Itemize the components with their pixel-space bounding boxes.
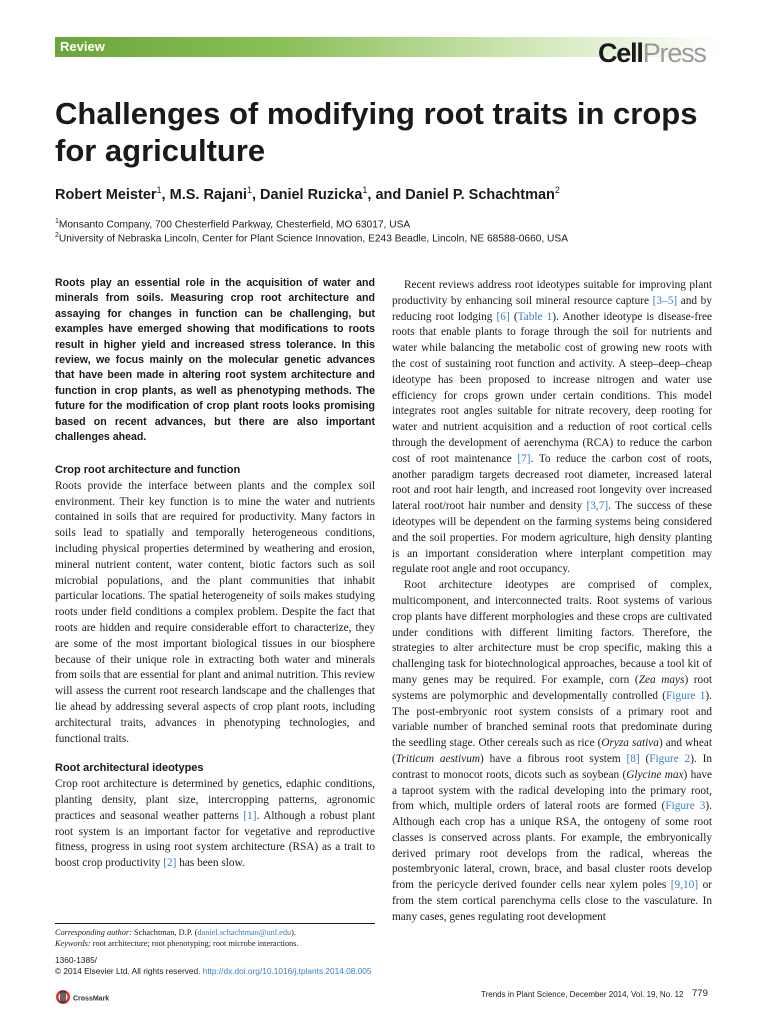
author-name: Daniel Ruzicka [260, 186, 363, 203]
paragraph: Recent reviews address root ideotypes suitable for improving plant productivity by enhancing soil mineral resource capture [3–5] and by reducing root lodging [6] (Table 1). Another ideotype is disease-free roots that enable plants to forage through the soil for nutrients and water while balancing the metabolic cost of growing new roots with the cost of sustaining root function and activity. A steep–deep–cheap ideotype has been proposed to increase nitrogen and water use efficiency for crops grown under certain conditions. This model integrates root angles suitable for nitrate recovery, deep rooting for water and nutrient acquisition and a reduction of root cortical cells through the development of aerenchyma (RCA) to reduce the carbon cost of root maintenance [7]. To reduce the carbon cost of roots, another paradigm targets decreased root diameter, increased lateral root and root hair length, and increased root longevity over increased lateral root/root hair number and density [3,7]. The success of these ideotypes will be dependent on the farming systems being considered and the soil properties. For modern agriculture, high density planting is an important consideration where interplant competition may regulate root angle and root occupancy. [392, 279, 712, 576]
abstract: Roots play an essential role in the acquisition of water and minerals from soils. Measuring crop root architecture and assaying for changes in function can be challenging, but examples have emerged showing that modifications to roots result in higher yield and increased stress tolerance. In this review, we focus mainly on the molecular genetic advances that have been made in altering root system architecture and function in crop plants, as well as phenotyping methods. The future for the modification of crop plant roots looks promising based on recent advances, but there are also important challenges ahead. [55, 277, 375, 444]
corresponding-author: Corresponding author: Schachtman, D.P. (daniel.schachtman@unl.edu). [55, 928, 297, 937]
page-number: 779 [692, 988, 708, 999]
doi-link[interactable]: http://dx.doi.org/10.1016/j.tplants.2014.08.005 [202, 966, 372, 976]
author-name: Robert Meister [55, 186, 157, 203]
section-heading: Crop root architecture and function [55, 464, 241, 476]
citation-link[interactable]: [2] [163, 857, 177, 870]
citation-link[interactable]: [8] [626, 752, 640, 765]
cellpress-logo: CellPress [598, 38, 706, 68]
paragraph: Crop root architecture is determined by genetics, edaphic conditions, planting density, plant size, intercropping patterns, agronomic practices and seasonal weather patterns [1]. Although a robust plant root system is an important factor for vegetative and reproductive fitness, progress in using root system architecture (RSA) as a trait to boost crop productivity [2] has been slow. [55, 778, 375, 870]
article-title: Challenges of modifying root traits in crops for agriculture [55, 96, 698, 168]
author-name: M.S. Rajani [169, 186, 247, 203]
citation-link[interactable]: [1] [243, 809, 257, 822]
citation-link[interactable]: [9,10] [670, 879, 699, 892]
affiliation: $^1$Monsanto Company, 700 Chesterfield Parkway, Chesterfield, MO 63017, USA [55, 218, 411, 231]
keywords: Keywords: root architecture; root phenotyping; root microbe interactions. [55, 939, 299, 948]
issn: 1360-1385/ [55, 955, 97, 965]
right-column-body [392, 278, 712, 926]
journal-citation: Trends in Plant Science, December 2014, Vol. 19, No. 12 [481, 990, 684, 999]
crossmark-icon [55, 988, 115, 1006]
left-column-body [55, 463, 375, 872]
affiliation: $^2$University of Nebraska Lincoln, Center for Plant Science Innovation, E243 Beadle, Lincoln, NE 68588-0660, USA [55, 232, 569, 245]
table-link[interactable]: Table 1 [517, 310, 553, 323]
figure-link[interactable]: Figure 1 [666, 689, 706, 702]
citation-link[interactable]: [6] [496, 310, 510, 323]
svg-text:CrossMark: CrossMark [73, 995, 110, 1003]
author-name: Daniel P. Schachtman [405, 186, 555, 203]
copyright: © 2014 Elsevier Ltd. All rights reserved. http://dx.doi.org/10.1016/j.tplants.2014.08.005 [55, 966, 372, 976]
paragraph: Root architecture ideotypes are comprised of complex, multicomponent, and interconnected traits. Root systems of various crop plants have different morphologies and these crops are cultivated under conditions with different limiting factors. Therefore, the strategies to alter architecture must be crop specific, making this a challenging task for biotechnological approaches, because a tool kit of many genes may be required. For example, corn (Zea mays) root systems are polymorphic and developmentally controlled (Figure 1). The post-embryonic root system consists of a primary root and variable number of branched seminal roots that predominate during the seedling stage. Other cereals such as rice (Oryza sativa) and wheat (Triticum aestivum) have a fibrous root system [8] (Figure 2). In contrast to monocot roots, dicots such as soybean (Glycine max) have a taproot system with the radical developing into the primary root, from which, multiple orders of lateral roots are formed (Figure 3). Although each crop has a unique RSA, the ontogeny of some root classes is conserved across plants. For example, the embryonically derived primary root develops from the radical, whereas the postembryonic lateral, crown, brace, and basal cluster roots develop from the pericycle derived founder cells near xylem poles [9,10] or from the stem cortical parenchyma cells close to the vasculature. In many cases, genes regulating root development [392, 579, 713, 923]
footnote-rule [55, 923, 375, 924]
author-list: Robert Meister$^1$, M.S. Rajani$^1$, Daniel Ruzicka$^1$, and Daniel P. Schachtman$^2$ [55, 185, 560, 203]
citation-link[interactable]: [7] [517, 452, 531, 465]
paragraph: Roots provide the interface between plants and the complex soil environment. Their key function is to mine the water and nutrients contained in soils that are required for productivity. Many factors in soils lead to spatially and temporally heterogeneous conditions, including physical properties determined by weathering and erosion, mineral nutrient content, water content, biotic factors such as soil microbial populations, and the plant communities that inhabit particular locations. The spatial heterogeneity of soils makes studying roots under field conditions a complex problem. Despite the fact that roots are hidden and require considerable effort to characterize, they are some of the most important biological tissues in our biosphere because of their unique role in extracting both water and minerals from soils that are essential for plant and animal nutrition. This review will assess the current root research landscape and the challenges that lie ahead by addressing several aspects of crop plant roots, including architectural traits, advances in phenotyping technologies, and functional traits. [55, 479, 375, 745]
citation-link[interactable]: [3,7] [586, 500, 609, 513]
section-heading: Root architectural ideotypes [55, 762, 204, 775]
figure-link[interactable]: Figure 3 [665, 800, 706, 813]
figure-link[interactable]: Figure 2 [649, 752, 691, 765]
citation-link[interactable]: [3–5] [652, 294, 678, 307]
email-link[interactable]: daniel.schachtman@unl.edu [197, 928, 292, 937]
section-label: Review [60, 39, 105, 54]
crossmark-badge[interactable] [55, 988, 115, 1011]
